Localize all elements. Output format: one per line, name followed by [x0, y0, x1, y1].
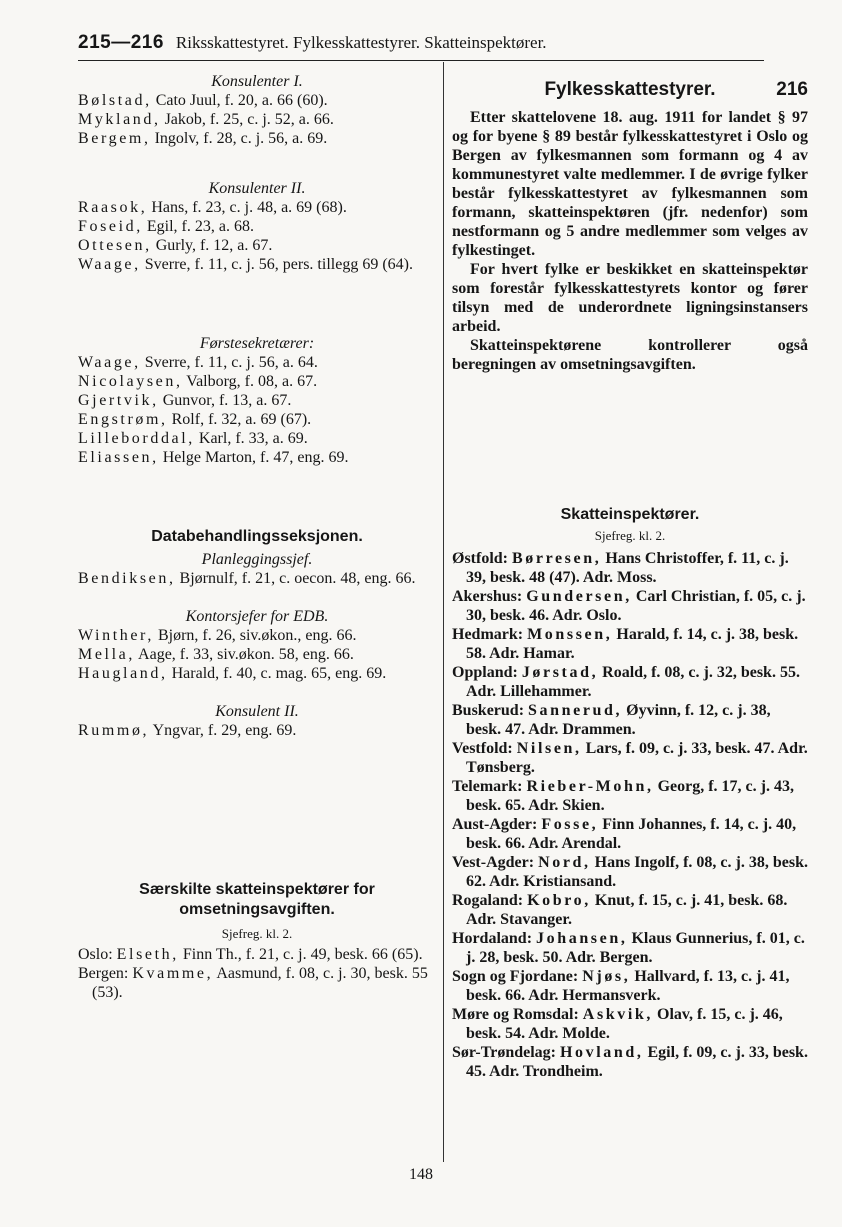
entry-details: Olav, f. 15, c. j. 46, besk. 54. Adr. Molde.: [466, 1006, 783, 1042]
forstesekretaerer-section: [78, 334, 436, 467]
saerskilte-section: [78, 880, 436, 1002]
subsection-heading: Kontorsjefer for EDB.: [185, 608, 329, 625]
entry-details: Lars, f. 09, c. j. 33, besk. 47. Adr. Tønsberg.: [466, 740, 808, 776]
section-heading: Databehandlingsseksjonen.: [151, 528, 363, 545]
entry-region: Akershus:: [452, 588, 527, 605]
list-item: [78, 91, 436, 110]
list-item: [78, 110, 436, 129]
list-item: [78, 721, 436, 740]
entry-surname: Nilsen,: [516, 740, 582, 757]
entry-surname: Ottesen,: [78, 237, 152, 254]
konsulenter-1-section: [78, 72, 436, 148]
list-item: [78, 429, 436, 448]
section-heading: Konsulenter II.: [208, 180, 306, 197]
entry-surname: Foseid,: [78, 218, 143, 235]
entry-list: [78, 353, 436, 467]
list-item: [78, 391, 436, 410]
entry-details: Sverre, f. 11, c. j. 56, a. 64.: [140, 354, 318, 371]
entry-surname: Haugland,: [78, 665, 168, 682]
entry-region: Oppland:: [452, 664, 522, 681]
entry-details: Gunvor, f. 13, a. 67.: [158, 392, 292, 409]
page-footer-number: 148: [409, 1166, 433, 1183]
header-rule: [78, 60, 764, 61]
entry-details: Helge Marton, f. 47, eng. 69.: [158, 449, 349, 466]
entry-surname: Bølstad,: [78, 92, 152, 109]
entry-region: Østfold:: [452, 550, 512, 567]
entry-list: [78, 945, 436, 1002]
entry-region: Vest-Agder:: [452, 854, 539, 871]
list-item: [78, 664, 436, 683]
entry-details: Aage, f. 33, siv.økon. 58, eng. 66.: [134, 646, 354, 663]
entry-details: Egil, f. 09, c. j. 33, besk. 45. Adr. Trondheim.: [466, 1044, 808, 1080]
list-item: [452, 815, 808, 853]
list-item: [452, 587, 808, 625]
header-title: Riksskattestyret. Fylkesskattestyrer. Skatteinspektører.: [175, 33, 547, 52]
entry-surname: Kobro,: [527, 892, 591, 909]
salary-class: Sjefreg. kl. 2.: [594, 528, 666, 543]
list-item: [452, 853, 808, 891]
entry-details: Klaus Gunnerius, f. 01, c. j. 28, besk. 50. Adr. Bergen.: [466, 930, 805, 966]
entry-details: Hans, f. 23, c. j. 48, a. 69 (68).: [147, 199, 347, 216]
list-item: [78, 217, 436, 236]
entry-surname: Kvamme,: [132, 965, 214, 982]
databehandling-section: [78, 527, 436, 740]
header-page-numbers: 215—216: [78, 32, 164, 53]
entry-surname: Sannerud,: [528, 702, 623, 719]
running-header: [78, 32, 758, 60]
list-item: [78, 129, 436, 148]
list-item: [452, 625, 808, 663]
entry-surname: Johansen,: [536, 930, 628, 947]
entry-details: Finn Johannes, f. 14, c. j. 40, besk. 66. Adr. Arendal.: [466, 816, 797, 852]
entry-details: Rolf, f. 32, a. 69 (67).: [167, 411, 312, 428]
section-heading: Særskilte skatteinspektører for omsetningsavgiften.: [139, 881, 375, 918]
entry-region: Møre og Romsdal:: [452, 1006, 583, 1023]
entry-list: [78, 198, 436, 274]
entry-details: Jakob, f. 25, c. j. 52, a. 66.: [160, 111, 334, 128]
entry-list: [452, 549, 808, 1081]
entry-list: [78, 569, 436, 588]
entry-surname: Børresen,: [512, 550, 602, 567]
entry-list: [78, 721, 436, 740]
entry-details: Georg, f. 17, c. j. 43, besk. 65. Adr. Skien.: [466, 778, 794, 814]
entry-surname: Bendiksen,: [78, 570, 176, 587]
entry-details: Karl, f. 33, a. 69.: [194, 430, 308, 447]
entry-region: Aust-Agder:: [452, 816, 542, 833]
list-item: [78, 353, 436, 372]
entry-surname: Monssen,: [527, 626, 613, 643]
entry-details: Sverre, f. 11, c. j. 56, pers. tillegg 69 (64).: [140, 256, 413, 273]
entry-region: Vestfold:: [452, 740, 517, 757]
entry-list: [78, 91, 436, 148]
entry-details: Cato Juul, f. 20, a. 66 (60).: [151, 92, 328, 109]
entry-details: Yngvar, f. 29, eng. 69.: [149, 722, 297, 739]
list-item: [452, 701, 808, 739]
entry-details: Egil, f. 23, a. 68.: [142, 218, 254, 235]
salary-class: Sjefreg. kl. 2.: [221, 926, 293, 941]
entry-details: Knut, f. 15, c. j. 41, besk. 68. Adr. Stavanger.: [466, 892, 788, 928]
entry-surname: Eliassen,: [78, 449, 159, 466]
list-item: [78, 448, 436, 467]
entry-surname: Waage,: [78, 354, 141, 371]
list-item: [452, 929, 808, 967]
entry-surname: Lilleborddal,: [78, 430, 195, 447]
entry-surname: Engstrøm,: [78, 411, 168, 428]
subsection-heading: Konsulent II.: [215, 703, 299, 720]
page-number-marker: 216: [776, 79, 808, 100]
entry-surname: Mella,: [78, 646, 135, 663]
skatteinspektorer-section: [452, 505, 808, 1081]
entry-details: Ingolv, f. 28, c. j. 56, a. 69.: [150, 130, 328, 147]
entry-details: Aasmund, f. 08, c. j. 30, besk. 55 (53).: [92, 965, 428, 1001]
paragraph: For hvert fylke er beskikket en skatteinspektør som forestår fylkesskattestyrets kontor og fører tilsyn med de underordnete ligningsinstansers arbeid.: [452, 261, 808, 335]
entry-region: Hordaland:: [452, 930, 537, 947]
paragraph: Skatteinspektørene kontrollerer også beregningen av omsetningsavgiften.: [452, 337, 808, 373]
entry-region: Sogn og Fjordane:: [452, 968, 583, 985]
list-item: [78, 236, 436, 255]
list-item: [452, 777, 808, 815]
section-heading-text: Fylkesskattestyrer.: [544, 79, 716, 100]
entry-details: Bjørnulf, f. 21, c. oecon. 48, eng. 66.: [175, 570, 416, 587]
entry-details: Harald, f. 40, c. mag. 65, eng. 69.: [167, 665, 387, 682]
list-item: [452, 663, 808, 701]
entry-surname: Bergem,: [78, 130, 151, 147]
list-item: [452, 739, 808, 777]
entry-surname: Rummø,: [78, 722, 150, 739]
entry-surname: Gundersen,: [526, 588, 632, 605]
list-item: [78, 964, 436, 1002]
section-heading: Konsulenter I.: [211, 73, 303, 90]
konsulenter-2-section: [78, 179, 436, 274]
entry-details: Roald, f. 08, c. j. 32, besk. 55. Adr. Lillehammer.: [466, 664, 800, 700]
section-heading: Førstesekretærer:: [199, 335, 315, 352]
entry-surname: Jørstad,: [521, 664, 599, 681]
subsection-heading: Planleggingssjef.: [201, 551, 313, 568]
entry-details: Finn Th., f. 21, c. j. 49, besk. 66 (65).: [178, 946, 423, 963]
list-item: [78, 198, 436, 217]
entry-surname: Rieber-Mohn,: [526, 778, 654, 795]
entry-details: Gurly, f. 12, a. 67.: [151, 237, 273, 254]
entry-region: Telemark:: [452, 778, 527, 795]
entry-surname: Hovland,: [560, 1044, 644, 1061]
entry-details: Bjørn, f. 26, siv.økon., eng. 66.: [153, 627, 357, 644]
list-item: [452, 967, 808, 1005]
entry-surname: Raasok,: [78, 199, 148, 216]
list-item: [78, 410, 436, 429]
entry-details: Valborg, f. 08, a. 67.: [182, 373, 318, 390]
section-heading: Skatteinspektører.: [560, 506, 700, 523]
entry-surname: Nicolaysen,: [78, 373, 183, 390]
list-item: [78, 255, 436, 274]
entry-surname: Elseth,: [116, 946, 179, 963]
list-item: [78, 945, 436, 964]
entry-region: Buskerud:: [452, 702, 529, 719]
list-item: [78, 372, 436, 391]
section-heading: [452, 78, 808, 102]
entry-list: [78, 626, 436, 683]
entry-details: Carl Christian, f. 05, c. j. 30, besk. 46. Adr. Oslo.: [466, 588, 806, 624]
entry-region: Bergen:: [78, 965, 133, 982]
list-item: [78, 626, 436, 645]
entry-surname: Askvik,: [582, 1006, 654, 1023]
entry-surname: Waage,: [78, 256, 141, 273]
fylkesskattestyrer-section: [452, 78, 808, 374]
entry-surname: Nord,: [538, 854, 591, 871]
list-item: [452, 891, 808, 929]
paragraph: Etter skattelovene 18. aug. 1911 for landet § 97 og for byene § 89 består fylkesskattestyret i Oslo og Bergen av fylkesmannen som formann og 4 av kommunestyret valte medlemmer. I de øvrige fylker består fylkesskattestyret av fylkesmannen som formann, skatteinspektøren (jfr. nedenfor) som nestformann og 5 andre medlemmer som velges av fylkestinget.: [452, 109, 808, 259]
entry-details: Hallvard, f. 13, c. j. 41, besk. 66. Adr. Hermansverk.: [466, 968, 790, 1004]
list-item: [452, 549, 808, 587]
entry-details: Hans Ingolf, f. 08, c. j. 38, besk. 62. Adr. Kristiansand.: [466, 854, 808, 890]
entry-region: Sør-Trøndelag:: [452, 1044, 560, 1061]
entry-details: Harald, f. 14, c. j. 38, besk. 58. Adr. Hamar.: [466, 626, 799, 662]
column-divider: [443, 62, 444, 1162]
entry-surname: Njøs,: [582, 968, 631, 985]
entry-surname: Winther,: [78, 627, 154, 644]
entry-details: Øyvinn, f. 12, c. j. 38, besk. 47. Adr. Drammen.: [466, 702, 771, 738]
list-item: [452, 1043, 808, 1081]
entry-surname: Gjertvik,: [78, 392, 159, 409]
entry-region: Hedmark:: [452, 626, 528, 643]
entry-region: Oslo:: [78, 946, 117, 963]
list-item: [452, 1005, 808, 1043]
entry-region: Rogaland:: [452, 892, 528, 909]
list-item: [78, 569, 436, 588]
entry-details: Hans Christoffer, f. 11, c. j. 39, besk. 48 (47). Adr. Moss.: [466, 550, 789, 586]
entry-surname: Fosse,: [541, 816, 599, 833]
entry-surname: Mykland,: [78, 111, 161, 128]
list-item: [78, 645, 436, 664]
